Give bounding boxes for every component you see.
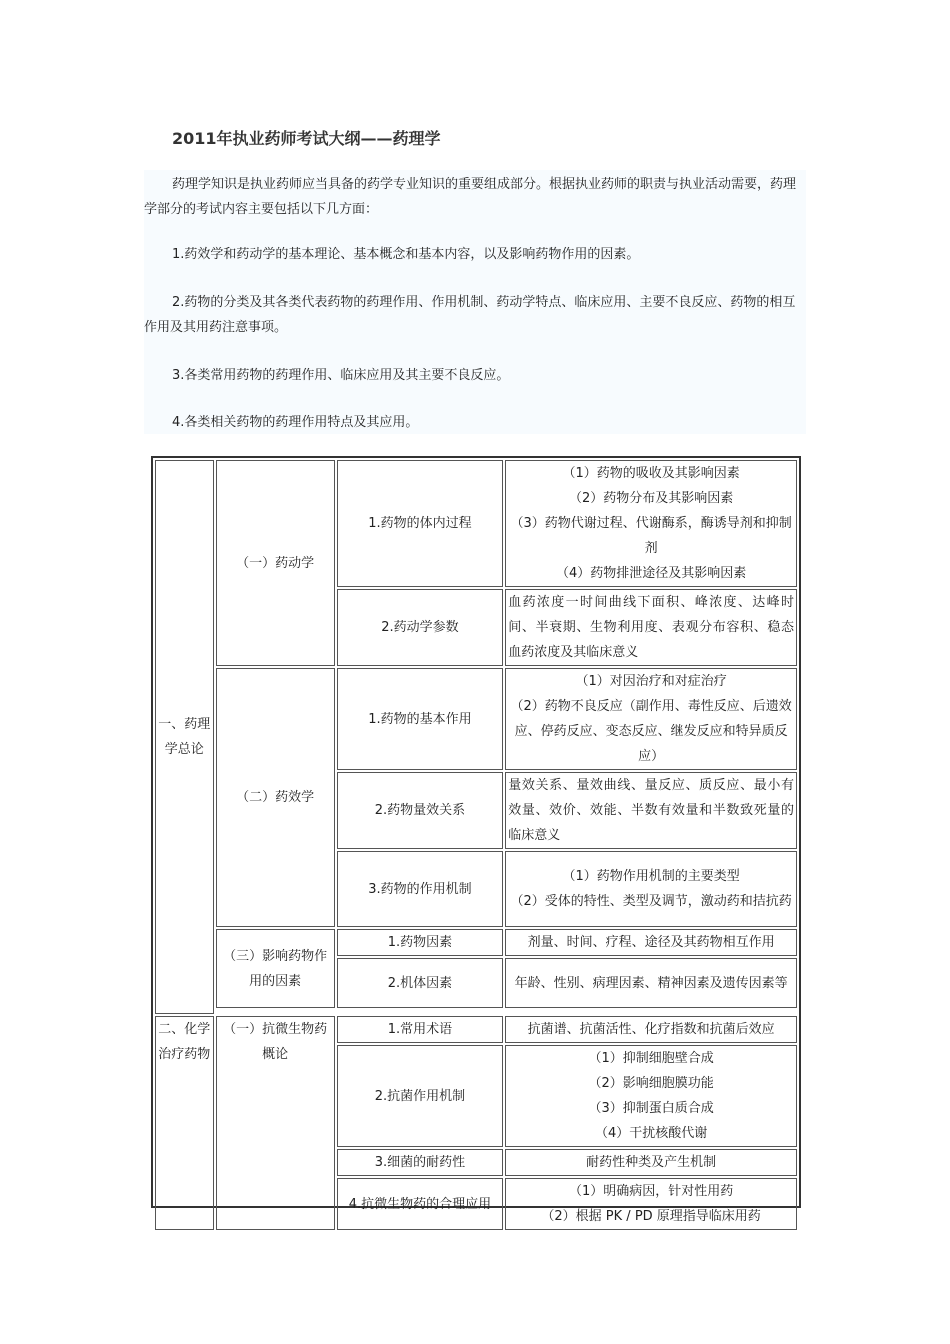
section-cell: （一）药动学 <box>216 460 335 666</box>
detail-line: （2）药物不良反应（副作用、毒性反应、后遗效应、停药反应、变态反应、继发反应和特异质反应） <box>510 699 792 764</box>
topic-cell: 2.药动学参数 <box>337 589 504 666</box>
detail-line: （4）药物排泄途径及其影响因素 <box>555 566 747 581</box>
detail-cell: 抗菌谱、抗菌活性、化疗指数和抗菌后效应 <box>505 1016 797 1043</box>
detail-line: （3）抑制蛋白质合成 <box>588 1101 714 1116</box>
intro-paragraph: 药理学知识是执业药师应当具备的药学专业知识的重要组成部分。根据执业药师的职责与执业活动需要，药理学部分的考试内容主要包括以下几方面： <box>144 177 797 217</box>
page-title: 2011年执业药师考试大纲——药理学 <box>172 129 441 148</box>
intro-point-1: 1.药效学和药动学的基本理论、基本概念和基本内容，以及影响药物作用的因素。 <box>172 247 640 262</box>
topic-cell: 4.抗微生物药的合理应用 <box>337 1178 504 1230</box>
intro-section <box>144 170 806 434</box>
part-cell: 二、化学治疗药物 <box>155 1016 214 1230</box>
topic-cell: 3.细菌的耐药性 <box>337 1149 504 1176</box>
topic-cell: 1.药物因素 <box>337 929 504 956</box>
detail-line: （3）药物代谢过程、代谢酶系，酶诱导剂和抑制剂 <box>510 516 792 556</box>
detail-line: （2）受体的特性、类型及调节，激动药和拮抗药 <box>510 894 792 909</box>
detail-cell <box>505 460 797 587</box>
intro-point-4: 4.各类相关药物的药理作用特点及其应用。 <box>172 415 419 430</box>
topic-cell: 1.常用术语 <box>337 1016 504 1043</box>
intro-point-3: 3.各类常用药物的药理作用、临床应用及其主要不良反应。 <box>172 368 510 383</box>
topic-cell: 1.药物的基本作用 <box>337 668 504 770</box>
section-cell: （一）抗微生物药概论 <box>216 1016 335 1230</box>
syllabus-table <box>153 458 799 1232</box>
section-cell: （三）影响药物作用的因素 <box>216 929 335 1008</box>
detail-cell: 剂量、时间、疗程、途径及其药物相互作用 <box>505 929 797 956</box>
section-cell: （二）药效学 <box>216 668 335 927</box>
detail-cell: 年龄、性别、病理因素、精神因素及遗传因素等 <box>505 958 797 1008</box>
detail-line: （1）药物的吸收及其影响因素 <box>562 466 740 481</box>
detail-line: （4）干扰核酸代谢 <box>594 1126 708 1141</box>
detail-line: （1）抑制细胞壁合成 <box>588 1051 714 1066</box>
detail-line: （2）根据 PK / PD 原理指导临床用药 <box>541 1209 761 1224</box>
intro-point-2: 2.药物的分类及其各类代表药物的药理作用、作用机制、药动学特点、临床应用、主要不良反应、药物的相互作用及其用药注意事项。 <box>144 295 796 335</box>
detail-cell: 耐药性种类及产生机制 <box>505 1149 797 1176</box>
topic-cell: 1.药物的体内过程 <box>337 460 504 587</box>
detail-line: （2）影响细胞膜功能 <box>588 1076 714 1091</box>
detail-line: （1）药物作用机制的主要类型 <box>562 869 740 884</box>
detail-cell <box>505 1045 797 1147</box>
detail-cell <box>505 1178 797 1230</box>
detail-line: （1）对因治疗和对症治疗 <box>575 674 727 689</box>
topic-cell: 3.药物的作用机制 <box>337 851 504 927</box>
detail-cell <box>505 851 797 927</box>
detail-cell: 血药浓度一时间曲线下面积、峰浓度、达峰时间、半衰期、生物利用度、表观分布容积、稳态血药浓度及其临床意义 <box>505 589 797 666</box>
detail-line: （1）明确病因，针对性用药 <box>568 1184 734 1199</box>
part-cell: 一、药理学总论 <box>155 460 214 1014</box>
topic-cell: 2.抗菌作用机制 <box>337 1045 504 1147</box>
detail-cell: 量效关系、量效曲线、量反应、质反应、最小有效量、效价、效能、半数有效量和半数致死量的临床意义 <box>505 772 797 849</box>
topic-cell: 2.机体因素 <box>337 958 504 1008</box>
topic-cell: 2.药物量效关系 <box>337 772 504 849</box>
detail-cell <box>505 668 797 770</box>
syllabus-table-frame <box>151 456 801 1224</box>
detail-line: （2）药物分布及其影响因素 <box>568 491 734 506</box>
